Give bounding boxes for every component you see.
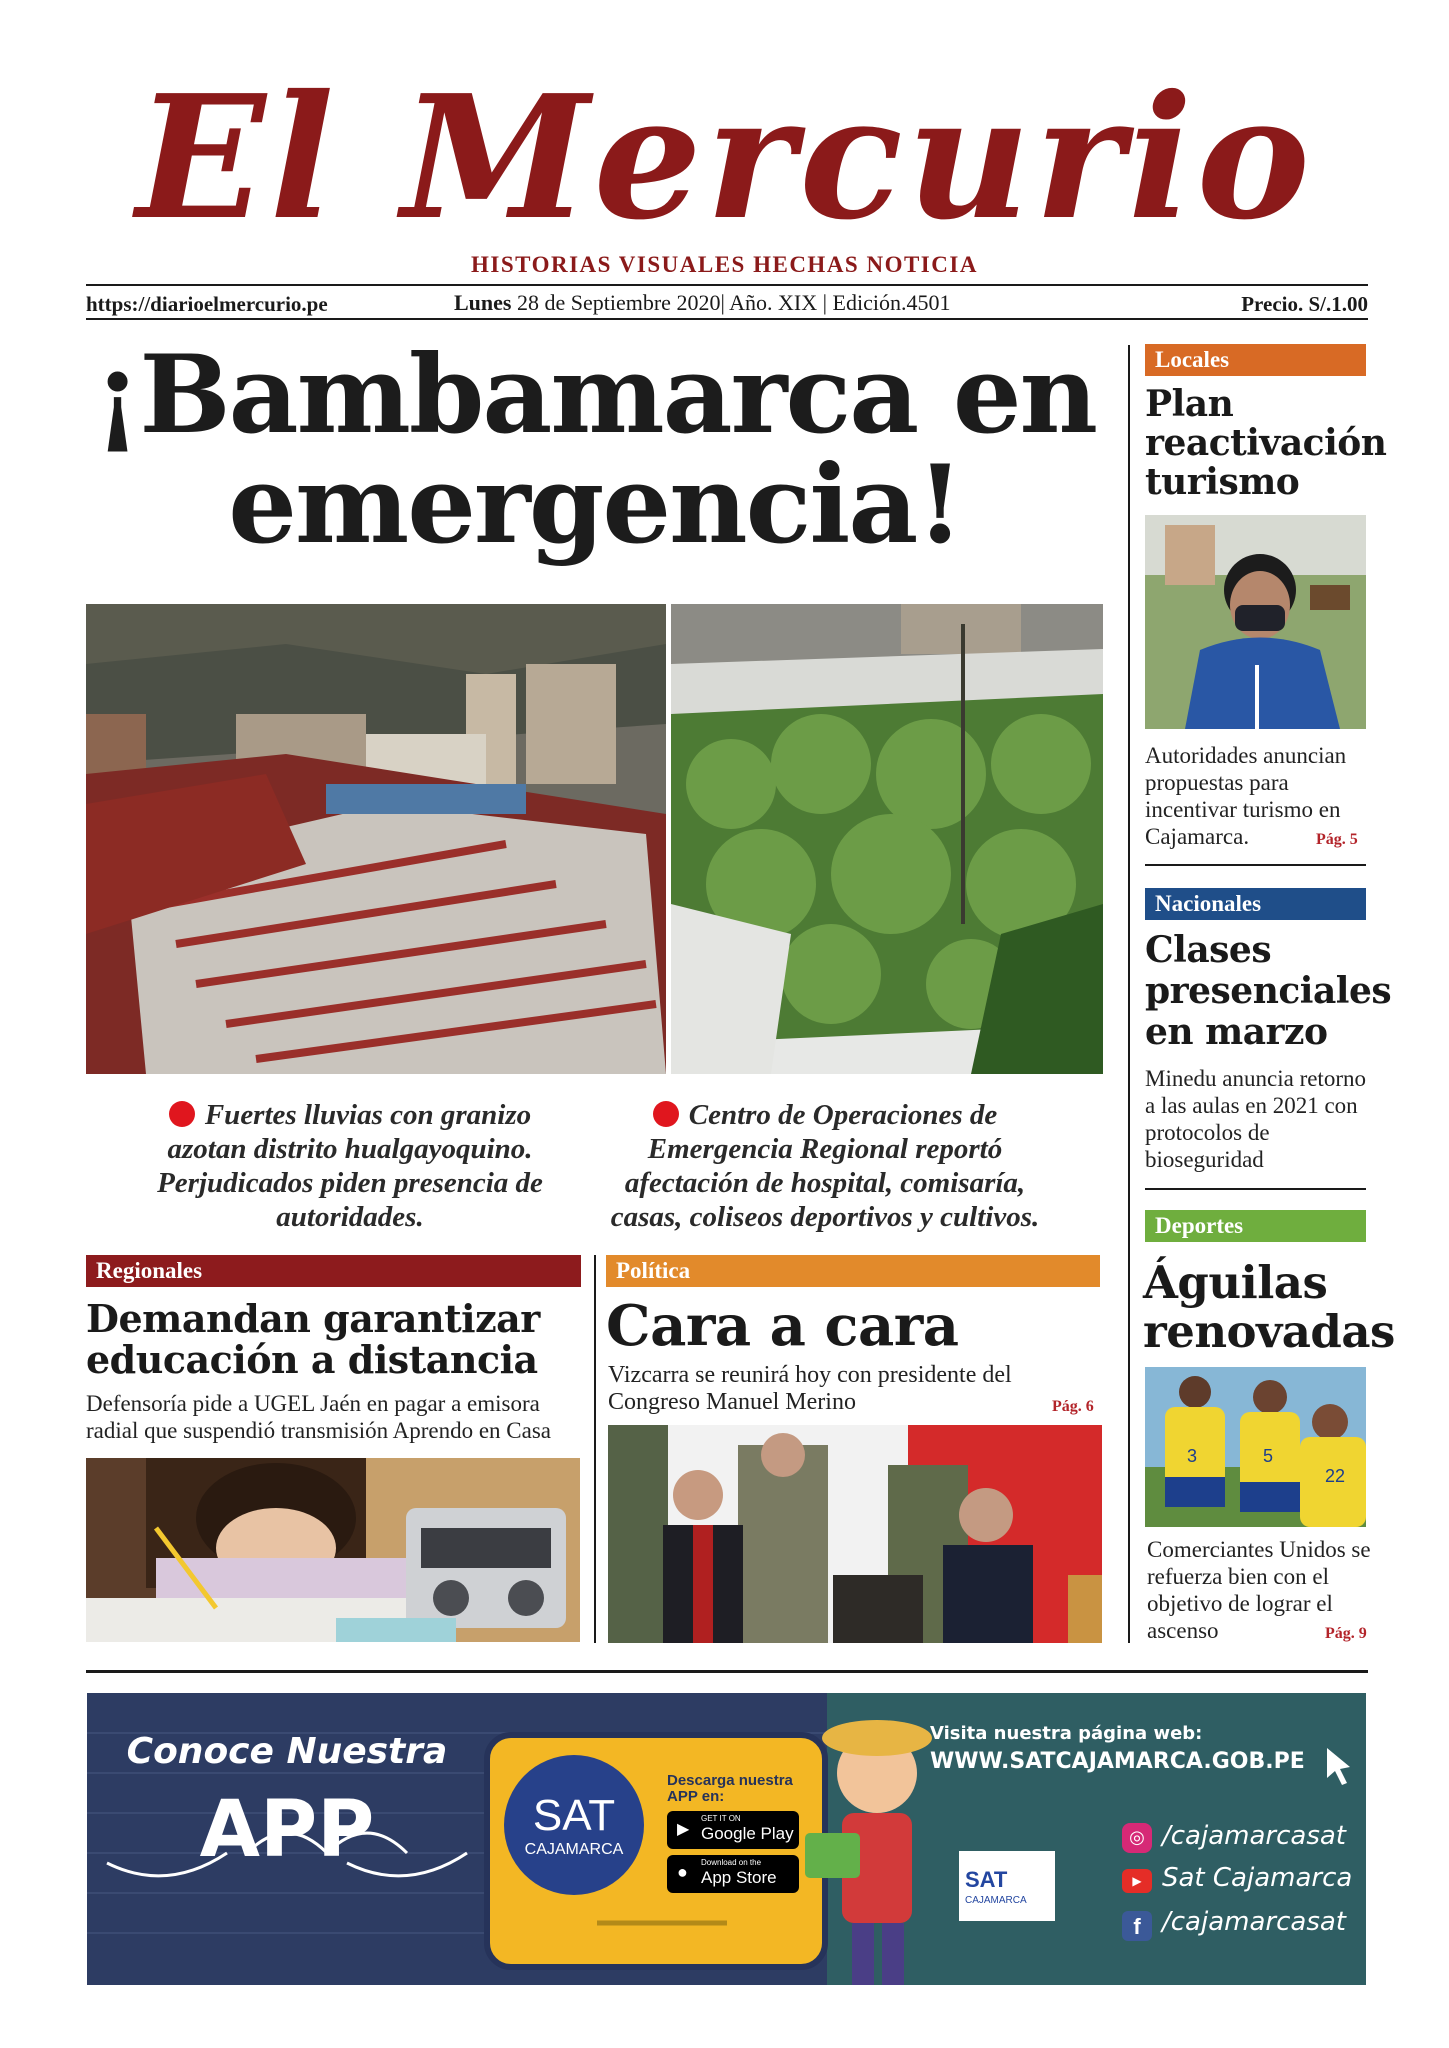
sidebar-rule-1 — [1145, 864, 1366, 866]
sidebar-divider — [1128, 345, 1130, 1643]
ad-sat-small-logo: SAT — [965, 1867, 1008, 1892]
photo-hail-crops — [671, 604, 1103, 1074]
photo-vizcarra-merino — [608, 1425, 1102, 1643]
app-store-label: App Store — [701, 1868, 777, 1887]
regionales-title[interactable] — [86, 1298, 606, 1380]
locales-summary: Autoridades anuncian propuestas para incentivar turismo en Cajamarca. — [1145, 743, 1347, 849]
issue-date-text: 28 de Septiembre 2020 — [511, 290, 721, 315]
deportes-title-line1: Águilas — [1143, 1256, 1328, 1309]
masthead-rule-bottom — [86, 318, 1368, 320]
svg-text:5: 5 — [1263, 1446, 1274, 1466]
ad-heading-app: APP — [199, 1785, 375, 1875]
ad-website[interactable]: WWW.SATCAJAMARCA.GOB.PE — [930, 1749, 1305, 1774]
lead-caption-right — [590, 1098, 1060, 1234]
facebook-icon[interactable]: f — [1122, 1911, 1152, 1941]
issue-day: Lunes — [454, 290, 512, 315]
nacionales-title[interactable]: Clases presenciales en marzo — [1145, 929, 1392, 1053]
lead-caption-left — [130, 1098, 570, 1234]
ad-download-text: Descarga nuestra APP en: — [667, 1772, 793, 1805]
section-tag-regionales[interactable]: Regionales — [86, 1255, 581, 1287]
lead-headline — [80, 332, 1110, 568]
bullet-dot-right — [653, 1101, 679, 1127]
google-play-small: GET IT ON — [701, 1814, 741, 1823]
deportes-title[interactable] — [1143, 1256, 1395, 1358]
column-divider-left — [594, 1255, 596, 1643]
footer-rule — [86, 1670, 1368, 1673]
politica-title[interactable]: Cara a cara — [606, 1293, 959, 1359]
sidebar-rule-2 — [1145, 1188, 1366, 1190]
deportes-page-ref[interactable]: Pág. 9 — [1325, 1625, 1367, 1642]
regionales-summary: Defensoría pide a UGEL Jaén en pagar a emisora radial que suspendió transmisión Aprendo en Casa — [86, 1391, 552, 1443]
lead-caption-left-text: Fuertes lluvias con granizo azotan distrito hualgayoquino. Perjudicados piden presencia de autoridades. — [157, 1099, 543, 1233]
instagram-handle[interactable]: /cajamarcasat — [1162, 1821, 1346, 1851]
google-play-icon: ▶ — [677, 1821, 690, 1838]
photo-student-radio — [86, 1458, 580, 1642]
tagline: HISTORIAS VISUALES HECHAS NOTICIA — [471, 252, 978, 277]
politica-summary: Vizcarra se reunirá hoy con presidente del Congreso Manuel Merino — [608, 1362, 1012, 1415]
photo-collapsed-roof — [86, 604, 666, 1074]
issue-date — [454, 290, 950, 316]
regionales-title-line1: Demandan garantizar — [86, 1296, 540, 1341]
site-url[interactable]: https://diarioelmercurio.pe — [86, 292, 328, 316]
info-bar — [86, 290, 1368, 318]
lead-caption-right-text: Centro de Operaciones de Emergencia Regional reportó afectación de hospital, comisaría, casas, coliseos deportivos y cultivos. — [610, 1099, 1040, 1233]
section-tag-deportes[interactable]: Deportes — [1145, 1210, 1366, 1242]
photo-tourism-official — [1145, 515, 1366, 729]
google-play-button[interactable] — [667, 1811, 799, 1849]
svg-text:22: 22 — [1325, 1466, 1346, 1486]
instagram-icon[interactable]: ◎ — [1122, 1823, 1152, 1853]
youtube-channel[interactable]: Sat Cajamarca — [1162, 1863, 1353, 1893]
deportes-summary: Comerciantes Unidos se refuerza bien con el objetivo de lograr el ascenso — [1147, 1537, 1371, 1643]
app-store-button[interactable] — [667, 1855, 799, 1893]
issue-edition: | Año. XIX | Edición.4501 — [720, 290, 951, 315]
ad-sat-logo: SAT — [532, 1791, 616, 1840]
lead-headline-line1: ¡Bambamarca en — [93, 332, 1097, 458]
google-play-label: Google Play — [701, 1824, 794, 1843]
svg-text:3: 3 — [1187, 1446, 1198, 1466]
nacionales-summary: Minedu anuncia retorno a las aulas en 2021 con protocolos de bioseguridad — [1145, 1066, 1366, 1172]
regionales-title-line2: educación a distancia — [86, 1337, 538, 1382]
masthead-logo — [136, 58, 1314, 262]
locales-title[interactable]: Plan reactivación turismo — [1145, 383, 1387, 503]
logo-text: El Mercurio — [136, 58, 1314, 258]
locales-page-ref[interactable]: Pág. 5 — [1316, 831, 1358, 848]
politica-page-ref[interactable]: Pág. 6 — [1052, 1398, 1094, 1415]
price: Precio. S/.1.00 — [1241, 292, 1368, 316]
deportes-title-line2: renovadas — [1143, 1305, 1395, 1358]
ad-sat-small-city: CAJAMARCA — [965, 1895, 1027, 1906]
section-tag-politica[interactable]: Política — [606, 1255, 1100, 1287]
ad-heading-line1: Conoce Nuestra — [126, 1731, 448, 1772]
masthead-rule-top — [86, 284, 1368, 286]
facebook-handle[interactable]: /cajamarcasat — [1162, 1907, 1346, 1937]
app-store-small: Download on the — [701, 1858, 762, 1867]
ad-visit-text: Visita nuestra página web: — [930, 1723, 1203, 1744]
photo-football-players — [1145, 1367, 1366, 1527]
lead-headline-line2: emergencia! — [228, 442, 962, 568]
section-tag-locales[interactable]: Locales — [1145, 344, 1366, 376]
ad-sat-city: CAJAMARCA — [524, 1841, 624, 1858]
youtube-icon[interactable]: ▶ — [1122, 1869, 1152, 1893]
sat-app-ad[interactable] — [87, 1693, 1366, 1985]
apple-icon: ● — [677, 1862, 688, 1882]
bullet-dot-left — [169, 1101, 195, 1127]
section-tag-nacionales[interactable]: Nacionales — [1145, 888, 1366, 920]
